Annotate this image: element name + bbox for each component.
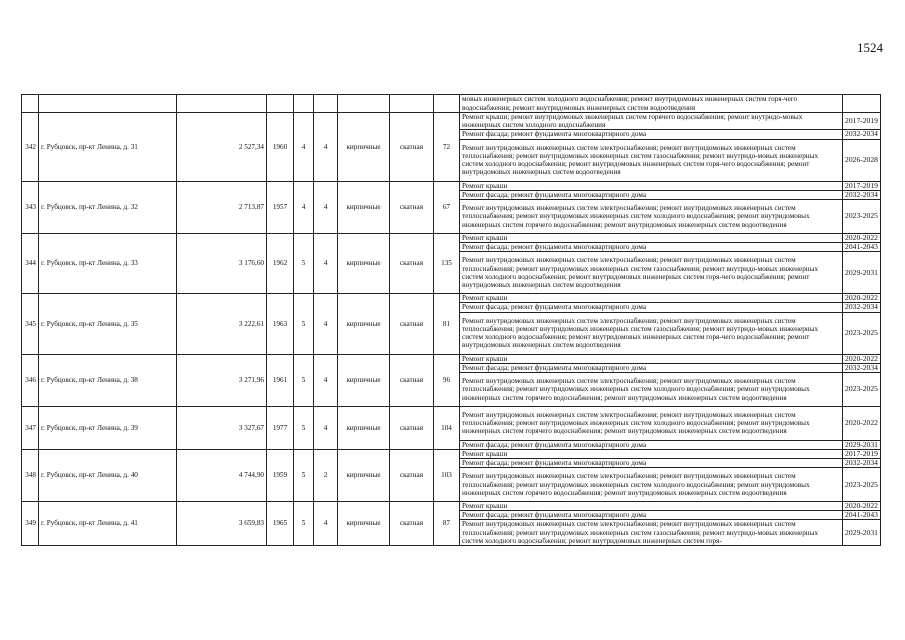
floors-cell: 5 [294, 354, 314, 406]
address-cell: г. Рубцовск, пр-кт Ленина, д. 33 [39, 233, 177, 293]
floors-cell: 5 [294, 294, 314, 354]
address-cell: г. Рубцовск, пр-кт Ленина, д. 31 [39, 113, 177, 182]
work-description: Ремонт крыши [460, 181, 843, 190]
apartments-cell: 104 [434, 406, 460, 449]
apartments-cell: 72 [434, 113, 460, 182]
area-cell: 3 176,60 [177, 233, 267, 293]
table-row [22, 354, 881, 363]
table-row [22, 294, 881, 303]
entrances-cell: 4 [314, 406, 338, 449]
entrances-cell: 4 [314, 233, 338, 293]
work-period: 2032-2034 [843, 363, 881, 372]
table-row [22, 113, 881, 130]
work-description: Ремонт крыши [460, 354, 843, 363]
work-description: Ремонт фасада; ремонт фундамента многоквартирного дома [460, 363, 843, 372]
table-row [22, 181, 881, 190]
work-period: 2023-2025 [843, 200, 881, 234]
table-row [22, 233, 881, 242]
empty-cell [39, 95, 177, 113]
apartments-cell: 87 [434, 502, 460, 546]
area-cell: 3 327,67 [177, 406, 267, 449]
roof-type-cell: скатная [390, 502, 434, 546]
empty-cell [390, 95, 434, 113]
work-description: Ремонт фасада; ремонт фундамента многоквартирного дома [460, 130, 843, 139]
wall-material-cell: кирпичные [338, 233, 390, 293]
work-period: 2032-2034 [843, 303, 881, 312]
work-period: 2041-2043 [843, 243, 881, 252]
year-cell: 1961 [267, 354, 294, 406]
work-description: Ремонт внутридомовых инженерных систем электроснабжения; ремонт внутридомовых инженерных систем теплоснабжения; ремонт внутридомовых инженерных систем холодного водоснабжения; ремонт внутридомовых инженерных систем горячего водоснабжения; ремонт внутридомовых инженерных систем водоотведения [460, 200, 843, 234]
year-cell: 1965 [267, 502, 294, 546]
work-period: 2032-2034 [843, 190, 881, 199]
work-description: Ремонт крыши; ремонт внутридомовых инженерных систем горячего водоснабжения; ремонт внутридо-мовых инженерных систем холодного водоснабжения [460, 113, 843, 130]
apartments-cell: 67 [434, 181, 460, 233]
floors-cell: 5 [294, 502, 314, 546]
year-cell: 1977 [267, 406, 294, 449]
page-number: 1524 [857, 40, 883, 55]
address-cell: г. Рубцовск, пр-кт Ленина, д. 38 [39, 354, 177, 406]
empty-cell [314, 95, 338, 113]
empty-cell [338, 95, 390, 113]
address-cell: г. Рубцовск, пр-кт Ленина, д. 40 [39, 449, 177, 501]
wall-material-cell: кирпичные [338, 294, 390, 354]
work-period: 2017-2019 [843, 113, 881, 130]
floors-cell: 5 [294, 233, 314, 293]
roof-type-cell: скатная [390, 181, 434, 233]
apartments-cell: 103 [434, 449, 460, 501]
entrances-cell: 4 [314, 113, 338, 182]
work-description: Ремонт фасада; ремонт фундамента многоквартирного дома [460, 511, 843, 520]
work-period: 2023-2025 [843, 312, 881, 354]
work-description: Ремонт внутридомовых инженерных систем электроснабжения; ремонт внутридомовых инженерных систем теплоснабжения; ремонт внутридомовых инженерных систем газоснабжения; ремонт внутридо-мовых инженерных систем холодного водоснабжения; ремонт внутридомовых инженерных систем горя-чего водоснабжения; ремонт внутридомовых инженерных систем водоотведения [460, 139, 843, 181]
wall-material-cell: кирпичные [338, 449, 390, 501]
work-period: 2023-2025 [843, 373, 881, 407]
work-description: Ремонт фасада; ремонт фундамента многоквартирного дома [460, 440, 843, 449]
table-row [22, 502, 881, 511]
work-period: 2032-2034 [843, 130, 881, 139]
continuation-row [22, 95, 881, 113]
work-period: 2017-2019 [843, 449, 881, 458]
area-cell: 3 222,61 [177, 294, 267, 354]
work-description: Ремонт внутридомовых инженерных систем электроснабжения; ремонт внутридомовых инженерных систем теплоснабжения; ремонт внутридомовых инженерных систем газоснабжения; ремонт внутридо-мовых инженерных систем холодного водоснабжения; ремонт внутридомовых инженерных систем горя-чего водоснабжения; ремонт внутридомовых инженерных систем водоотведения [460, 312, 843, 354]
entry-number: 346 [22, 354, 39, 406]
wall-material-cell: кирпичные [338, 113, 390, 182]
roof-type-cell: скатная [390, 406, 434, 449]
area-cell: 2 713,87 [177, 181, 267, 233]
apartments-cell: 96 [434, 354, 460, 406]
entrances-cell: 2 [314, 449, 338, 501]
work-description: Ремонт крыши [460, 294, 843, 303]
capital-repair-register-table [21, 94, 881, 546]
work-description: Ремонт крыши [460, 449, 843, 458]
year-cell: 1963 [267, 294, 294, 354]
work-period: 2017-2019 [843, 181, 881, 190]
address-cell: г. Рубцовск, пр-кт Ленина, д. 39 [39, 406, 177, 449]
work-description: Ремонт внутридомовых инженерных систем электроснабжения; ремонт внутридомовых инженерных систем теплоснабжения; ремонт внутридомовых инженерных систем холодного водоснабжения; ремонт внутридомовых инженерных систем горячего водоснабжения; ремонт внутридомовых инженерных систем водоотведения [460, 373, 843, 407]
work-description: Ремонт крыши [460, 233, 843, 242]
floors-cell: 5 [294, 449, 314, 501]
table-row [22, 449, 881, 458]
work-description: мовых инженерных систем холодного водоснабжения; ремонт внутридомовых инженерных систем горя-чего водоснабжения; ремонт внутридомовых инженерных систем водоотведения [460, 95, 843, 113]
wall-material-cell: кирпичные [338, 354, 390, 406]
entry-number: 348 [22, 449, 39, 501]
address-cell: г. Рубцовск, пр-кт Ленина, д. 41 [39, 502, 177, 546]
work-period: 2041-2043 [843, 511, 881, 520]
entry-number: 345 [22, 294, 39, 354]
work-description: Ремонт фасада; ремонт фундамента многоквартирного дома [460, 303, 843, 312]
entry-number: 349 [22, 502, 39, 546]
floors-cell: 5 [294, 406, 314, 449]
work-period: 2023-2025 [843, 468, 881, 502]
work-period: 2029-2031 [843, 440, 881, 449]
work-period: 2032-2034 [843, 459, 881, 468]
address-cell: г. Рубцовск, пр-кт Ленина, д. 32 [39, 181, 177, 233]
empty-cell [22, 95, 39, 113]
area-cell: 2 527,34 [177, 113, 267, 182]
work-description: Ремонт фасада; ремонт фундамента многоквартирного дома [460, 459, 843, 468]
work-period: 2020-2022 [843, 502, 881, 511]
roof-type-cell: скатная [390, 449, 434, 501]
entrances-cell: 4 [314, 502, 338, 546]
area-cell: 3 659,83 [177, 502, 267, 546]
year-cell: 1959 [267, 449, 294, 501]
empty-cell [177, 95, 267, 113]
work-period: 2026-2028 [843, 139, 881, 181]
apartments-cell: 81 [434, 294, 460, 354]
empty-cell [267, 95, 294, 113]
entrances-cell: 4 [314, 294, 338, 354]
work-period: 2020-2022 [843, 354, 881, 363]
work-period [843, 95, 881, 113]
work-period: 2020-2022 [843, 406, 881, 440]
roof-type-cell: скатная [390, 233, 434, 293]
work-description: Ремонт внутридомовых инженерных систем электроснабжения; ремонт внутридомовых инженерных систем теплоснабжения; ремонт внутридомовых инженерных систем холодного водоснабжения; ремонт внутридомовых инженерных систем горячего водоснабжения; ремонт внутридомовых инженерных систем водоотведения [460, 468, 843, 502]
entry-number: 347 [22, 406, 39, 449]
work-description: Ремонт фасада; ремонт фундамента многоквартирного дома [460, 243, 843, 252]
roof-type-cell: скатная [390, 294, 434, 354]
roof-type-cell: скатная [390, 113, 434, 182]
work-description: Ремонт крыши [460, 502, 843, 511]
work-period: 2020-2022 [843, 294, 881, 303]
area-cell: 4 744,90 [177, 449, 267, 501]
area-cell: 3 271,96 [177, 354, 267, 406]
entry-number: 342 [22, 113, 39, 182]
entrances-cell: 4 [314, 354, 338, 406]
table-row [22, 406, 881, 440]
work-period: 2029-2031 [843, 252, 881, 294]
year-cell: 1957 [267, 181, 294, 233]
work-period: 2020-2022 [843, 233, 881, 242]
wall-material-cell: кирпичные [338, 181, 390, 233]
entry-number: 343 [22, 181, 39, 233]
work-description: Ремонт внутридомовых инженерных систем электроснабжения; ремонт внутридомовых инженерных систем теплоснабжения; ремонт внутридомовых инженерных систем газоснабжения; ремонт внутридо-мовых инженерных систем холодного водоснабжения; ремонт внутридомовых инженерных систем горя- [460, 520, 843, 546]
wall-material-cell: кирпичные [338, 502, 390, 546]
empty-cell [434, 95, 460, 113]
roof-type-cell: скатная [390, 354, 434, 406]
work-description: Ремонт внутридомовых инженерных систем электроснабжения; ремонт внутридомовых инженерных систем теплоснабжения; ремонт внутридомовых инженерных систем холодного водоснабжения; ремонт внутридомовых инженерных систем горячего водоснабжения; ремонт внутридомовых инженерных систем водоотведения [460, 406, 843, 440]
work-description: Ремонт фасада; ремонт фундамента многоквартирного дома [460, 190, 843, 199]
wall-material-cell: кирпичные [338, 406, 390, 449]
year-cell: 1962 [267, 233, 294, 293]
entry-number: 344 [22, 233, 39, 293]
address-cell: г. Рубцовск, пр-кт Ленина, д. 35 [39, 294, 177, 354]
empty-cell [294, 95, 314, 113]
apartments-cell: 135 [434, 233, 460, 293]
work-description: Ремонт внутридомовых инженерных систем электроснабжения; ремонт внутридомовых инженерных систем теплоснабжения; ремонт внутридомовых инженерных систем газоснабжения; ремонт внутридо-мовых инженерных систем холодного водоснабжения; ремонт внутридомовых инженерных систем горя-чего водоснабжения; ремонт внутридомовых инженерных систем водоотведения [460, 252, 843, 294]
entrances-cell: 4 [314, 181, 338, 233]
year-cell: 1960 [267, 113, 294, 182]
work-period: 2029-2031 [843, 520, 881, 546]
floors-cell: 4 [294, 113, 314, 182]
floors-cell: 4 [294, 181, 314, 233]
